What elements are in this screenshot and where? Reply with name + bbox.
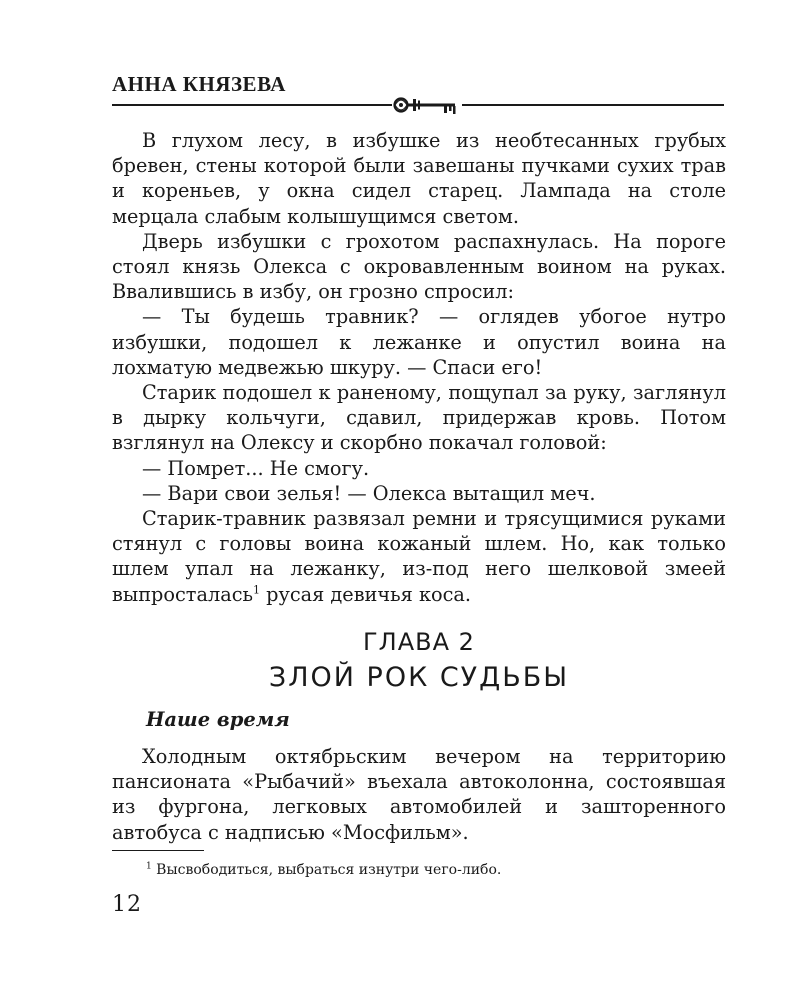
paragraph-text: Старик-травник развязал ремни и трясущимися руками стянул с головы воина кожаный шлем. Но, как только шлем упал на лежанку, из-под него шелковой змеей выпросталась: [112, 507, 726, 606]
paragraph: Холодным октябрьским вечером на территорию пансионата «Рыбачий» въехала автоколонна, состоявшая из фургона, легковых автомобилей и зашторенного автобуса с надписью «Мосфильм».: [112, 745, 726, 844]
footnote-rule: [112, 850, 204, 851]
footnote-marker: 1: [146, 861, 152, 872]
page-number: 12: [112, 892, 142, 917]
chapter-subheading: Наше время: [146, 708, 290, 731]
footnote-text: Высвободиться, выбраться изнутри чего-либо.: [151, 862, 502, 878]
running-head-author: АННА КНЯЗЕВА: [112, 72, 286, 96]
chapter-number: ГЛАВА 2: [363, 628, 475, 656]
paragraph: — Помрет... Не смогу.: [142, 456, 370, 480]
key-ornament-icon: [392, 93, 462, 117]
footnote: [146, 862, 501, 878]
paragraph: — Вари свои зелья! — Олекса вытащил меч.: [142, 481, 596, 505]
body-text-bottom: [112, 744, 726, 845]
chapter-title: ЗЛОЙ РОК СУДЬБЫ: [268, 662, 570, 693]
footnote-ref: 1: [253, 583, 261, 597]
paragraph: В глухом лесу, в избушке из необтесанных грубых бревен, стены которой были завешаны пучками сухих трав и кореньев, у окна сидел старец. Лампада на столе мерцала слабым колышущимся светом.: [112, 129, 726, 228]
paragraph: Старик подошел к раненому, пощупал за руку, заглянул в дырку кольчуги, сдавил, придержав кровь. Потом взглянул на Олексу и скорбно покачал головой:: [112, 381, 726, 455]
paragraph: — Ты будешь травник? — оглядев убогое нутро избушки, подошел к лежанке и опустил воина на лохматую медвежью шкуру. — Спаси его!: [112, 305, 726, 379]
paragraph: Дверь избушки с грохотом распахнулась. На пороге стоял князь Олекса с окровавленным воином на руках. Ввалившись в избу, он грозно спросил:: [112, 229, 726, 304]
paragraph-tail: русая девичья коса.: [260, 582, 472, 606]
paragraph-with-footnote: [112, 506, 726, 607]
body-text-top: [112, 128, 726, 607]
